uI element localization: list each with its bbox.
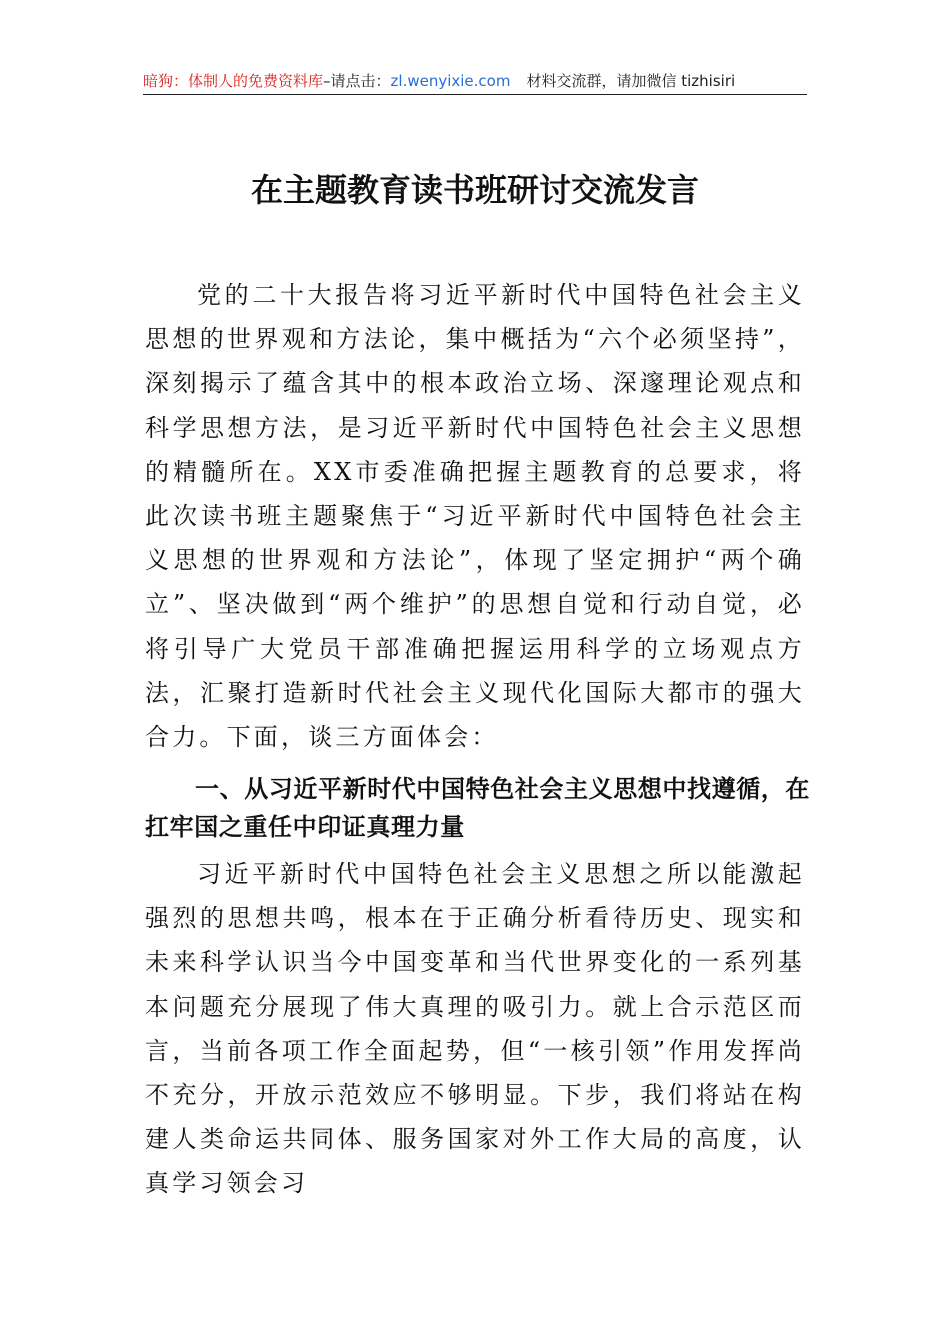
section-heading-one: 一、从习近平新时代中国特色社会主义思想中找遵循，在扛牢国之重任中印证真理力量 xyxy=(145,775,810,841)
body-paragraph-section-one: 习近平新时代中国特色社会主义思想之所以能激起强烈的思想共鸣，根本在于正确分析看待历史、现实和未来科学认识当今中国变革和当代世界变化的一系列基本问题充分展现了伟大真理的吸引力。就上合示范区而言，当前各项工作全面起势，但“一核引领”作用发挥尚不充分，开放示范效应不够明显。下步，我们将站在构建人类命运共同体、服务国家对外工作大局的高度，认真学习领会习 xyxy=(145,860,805,1198)
document-title: 在主题教育读书班研讨交流发言 xyxy=(250,171,699,209)
site-url-link[interactable]: zl.wenyixie.com xyxy=(390,72,511,90)
brand-link[interactable]: 暗狗：体制人的免费资料库 xyxy=(143,72,324,90)
top-banner xyxy=(143,70,807,95)
wechat-group-note: 材料交流群，请加微信 tizhisiri xyxy=(526,72,736,90)
body-paragraph-intro: 党的二十大报告将习近平新时代中国特色社会主义思想的世界观和方法论，集中概括为“六个必须坚持”，深刻揭示了蕴含其中的根本政治立场、深邃理论观点和科学思想方法，是习近平新时代中国特色社会主义思想的精髓所在。XX市委准确把握主题教育的总要求，将此次读书班主题聚焦于“习近平新时代中国特色社会主义思想的世界观和方法论”，体现了坚定拥护“两个确立”、坚决做到“两个维护”的思想自觉和行动自觉，必将引导广大党员干部准确把握运用科学的立场观点方法，汇聚打造新时代社会主义现代化国际大都市的强大合力。下面，谈三方面体会： xyxy=(145,281,805,752)
click-prompt: –请点击： xyxy=(323,72,391,90)
